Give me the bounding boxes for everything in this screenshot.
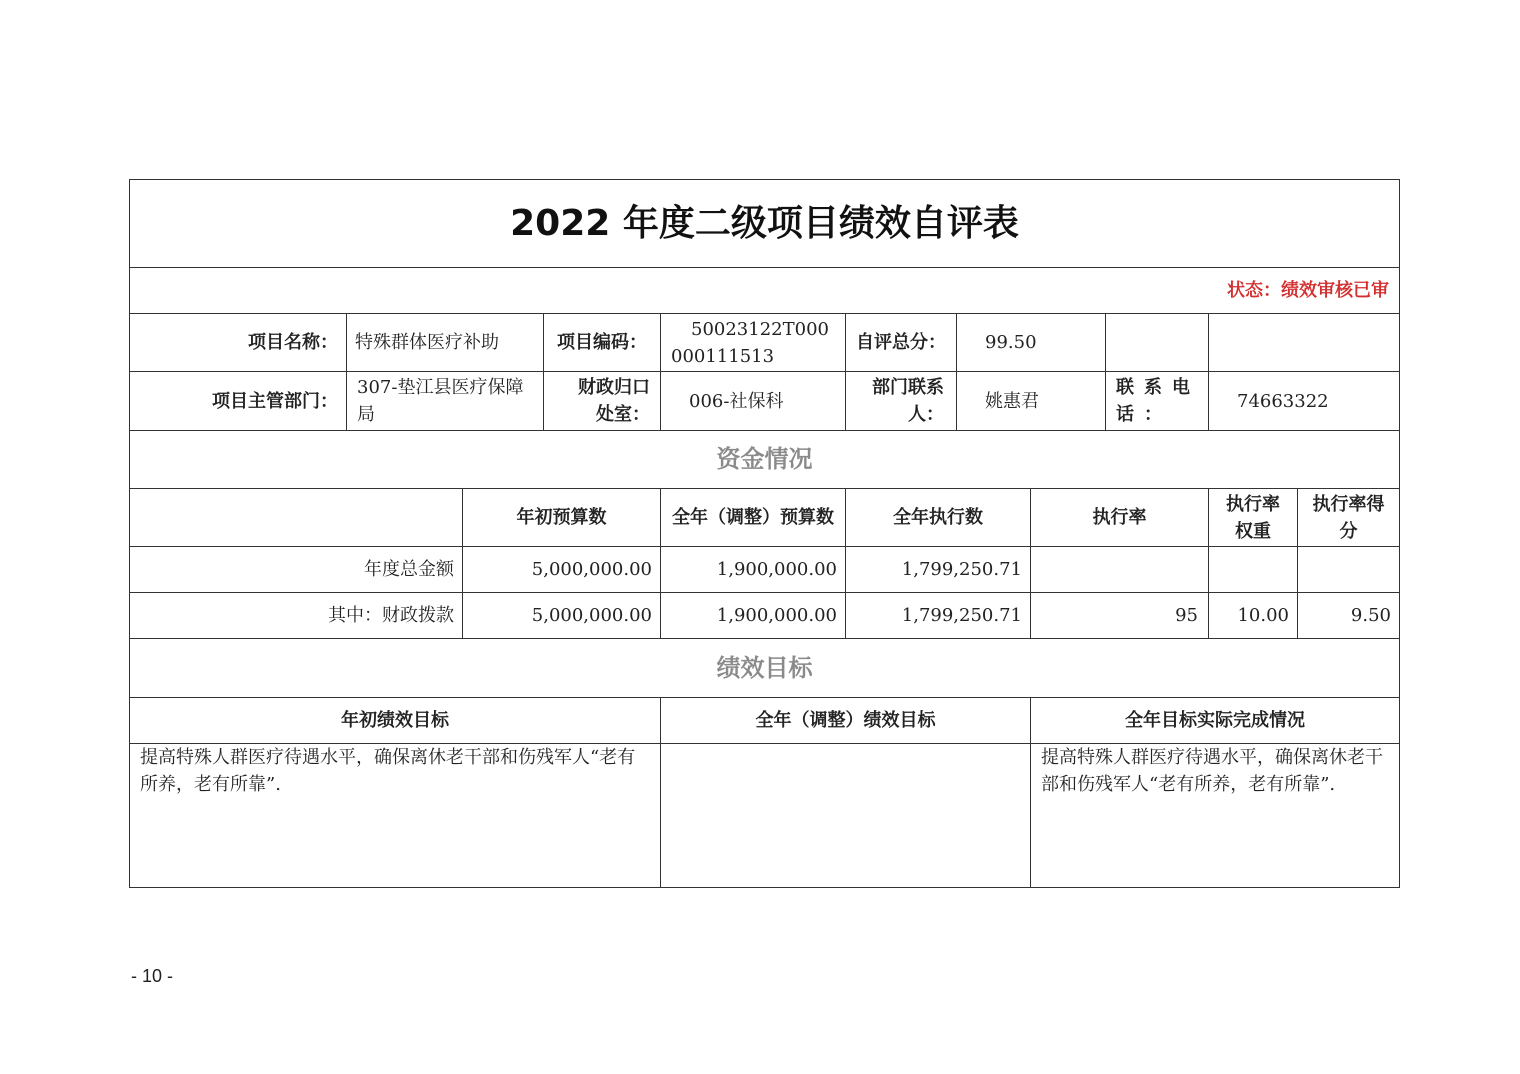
actual-completion-text: 提高特殊人群医疗待遇水平，确保离休老干部和伤残军人“老有所养，老有所靠”.	[1041, 747, 1383, 795]
goals-section-title: 绩效目标	[716, 653, 813, 682]
table-cell: 1,799,250.71	[901, 559, 1022, 580]
table-row-label: 年度总金额	[364, 559, 454, 580]
project-code-label: 项目编码：	[557, 332, 647, 353]
status-badge: 状态：绩效审核已审	[1227, 280, 1389, 301]
phone-label: 联系电话：	[1116, 377, 1200, 425]
self-score-value: 99.50	[985, 332, 1037, 353]
goals-header: 全年（调整）绩效目标	[755, 710, 936, 731]
initial-goal-text: 提高特殊人群医疗待遇水平，确保离休老干部和伤残军人“老有所养，老有所靠”.	[140, 747, 636, 795]
funds-header: 全年（调整）预算数	[672, 507, 834, 528]
project-code-value: 50023122T000000111513	[671, 318, 829, 367]
table-cell	[1031, 547, 1208, 592]
table-cell: 9.50	[1350, 605, 1391, 626]
table-cell: 5,000,000.00	[531, 605, 652, 626]
project-name-label: 项目名称：	[248, 332, 338, 353]
table-cell: 1,900,000.00	[716, 605, 837, 626]
page-title: 2022 年度二级项目绩效自评表	[510, 203, 1019, 244]
funds-header: 执行率权重	[1226, 493, 1280, 542]
project-name-value: 特殊群体医疗补助	[355, 332, 499, 353]
finance-office-value: 006-社保科	[689, 390, 784, 412]
contact-label: 部门联系人：	[872, 377, 944, 425]
funds-section-title: 资金情况	[716, 445, 813, 473]
funds-header: 年初预算数	[516, 507, 607, 528]
goals-header: 全年目标实际完成情况	[1125, 710, 1305, 731]
table-cell: 5,000,000.00	[531, 559, 652, 580]
table-cell: 95	[1175, 605, 1198, 626]
phone-value: 74663322	[1237, 390, 1329, 412]
funds-header: 执行率得分	[1312, 493, 1385, 542]
table-cell: 1,900,000.00	[716, 559, 837, 580]
table-cell	[1298, 547, 1399, 592]
table-cell	[1209, 547, 1297, 592]
page-number: - 10 -	[131, 966, 174, 986]
evaluation-form	[129, 179, 1400, 888]
goals-header: 年初绩效目标	[341, 710, 449, 731]
dept-value: 307-垫江县医疗保障局	[357, 377, 524, 425]
finance-office-label: 财政归口处室：	[578, 377, 650, 425]
dept-label: 项目主管部门：	[212, 390, 338, 412]
table-row-label: 其中：财政拨款	[328, 605, 454, 626]
self-score-label: 自评总分：	[856, 332, 946, 353]
funds-header: 执行率	[1092, 507, 1147, 528]
funds-header: 全年执行数	[893, 507, 983, 528]
table-cell: 1,799,250.71	[901, 605, 1022, 626]
adjusted-goal-text	[661, 744, 1030, 887]
table-cell: 10.00	[1237, 605, 1289, 626]
contact-value: 姚惠君	[985, 390, 1039, 412]
